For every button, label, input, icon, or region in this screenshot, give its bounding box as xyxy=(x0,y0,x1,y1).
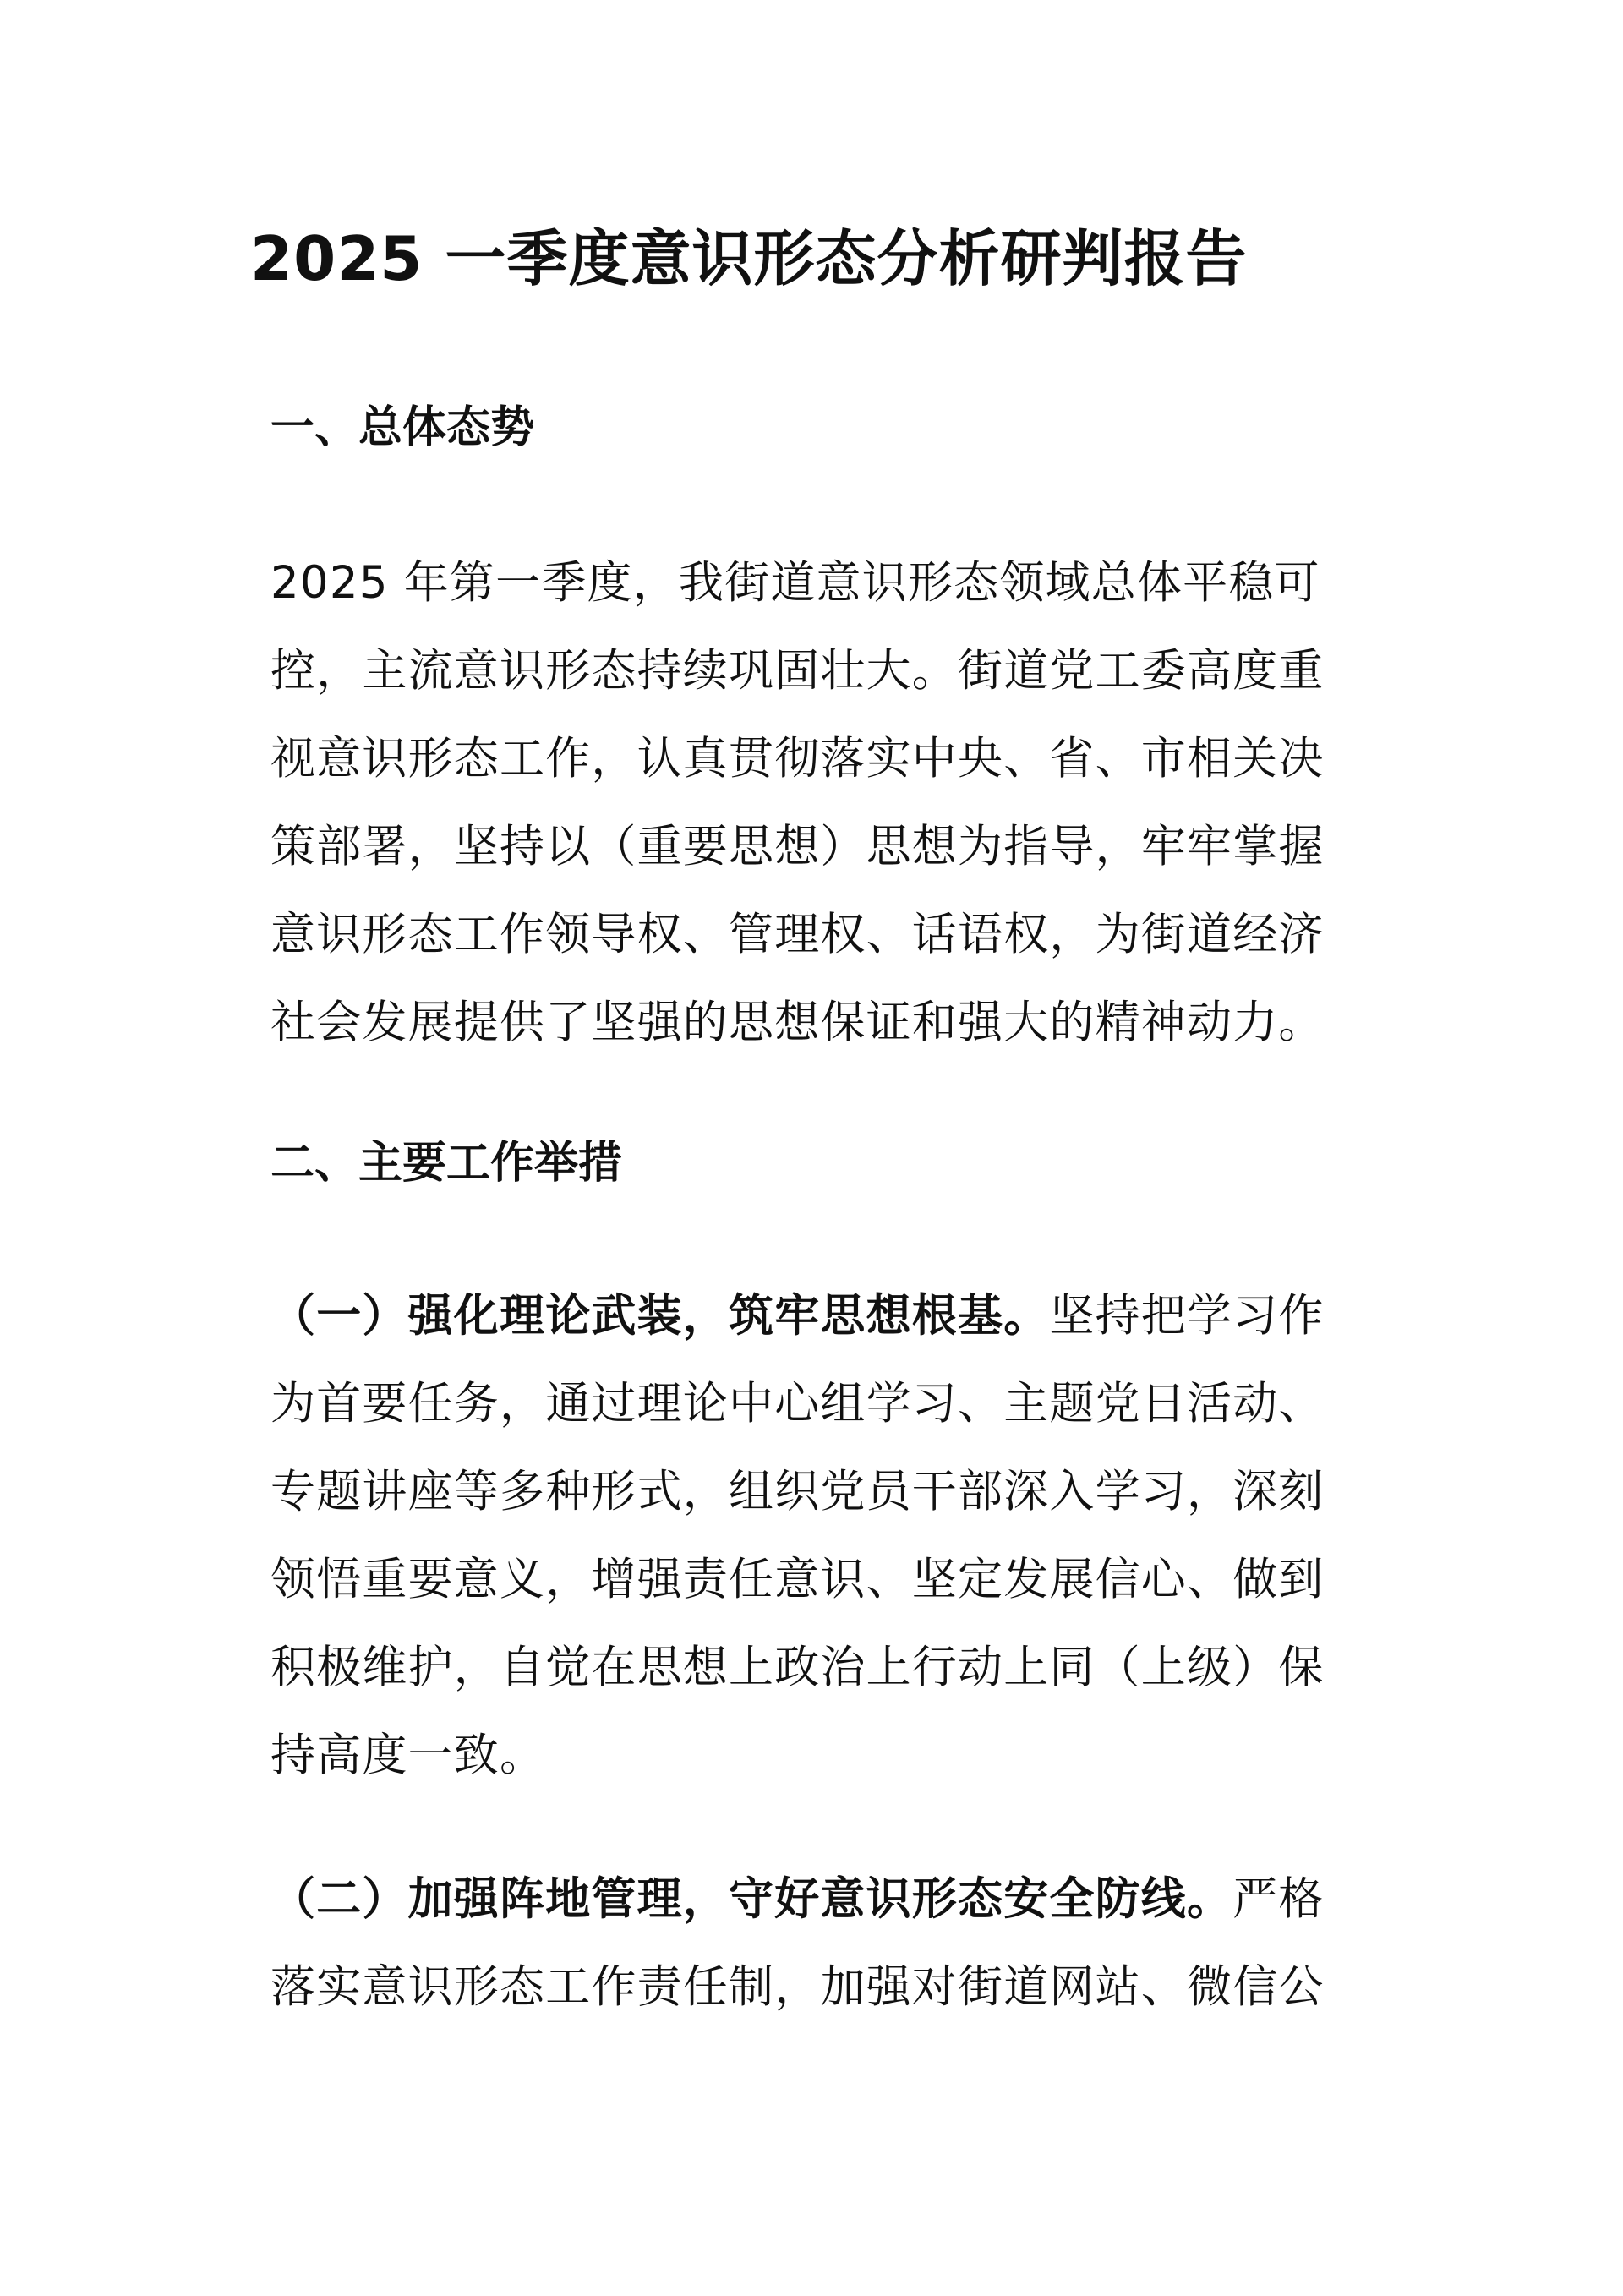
paragraph-line xyxy=(270,1856,1369,1943)
measure-text: 坚持把学习作 xyxy=(1049,1290,1325,1342)
section-heading-measures: 二、主要工作举措 xyxy=(270,1138,623,1189)
measure-lead: （二）加强阵地管理，守好意识形态安全防线。 xyxy=(270,1873,1233,1925)
paragraph-measure-1 xyxy=(270,1272,1369,1800)
measure-text: 严格 xyxy=(1232,1873,1325,1925)
paragraph-measure-2 xyxy=(270,1856,1369,2031)
paragraph-line: 控，主流意识形态持续巩固壮大。街道党工委高度重 xyxy=(270,645,1325,697)
paragraph-line: 领悟重要意义，增强责任意识、坚定发展信心、做到 xyxy=(270,1554,1325,1605)
paragraph-line: 积极维护，自觉在思想上政治上行动上同（上级）保 xyxy=(270,1642,1325,1693)
document-title: 2025 一季度意识形态分析研判报告 xyxy=(250,223,1248,294)
paragraph-line: 持高度一致。 xyxy=(270,1730,546,1781)
paragraph-line: 策部署，坚持以（重要思想）思想为指导，牢牢掌握 xyxy=(270,821,1325,872)
paragraph-line: 专题讲座等多种形式，组织党员干部深入学习，深刻 xyxy=(270,1466,1325,1517)
paragraph-line: 落实意识形态工作责任制，加强对街道网站、微信公 xyxy=(270,1961,1325,2013)
paragraph-line xyxy=(270,1272,1369,1360)
measure-lead: （一）强化理论武装，筑牢思想根基。 xyxy=(270,1290,1050,1342)
paragraph-line: 社会发展提供了坚强的思想保证和强大的精神动力。 xyxy=(270,997,1325,1048)
paragraph-line: 为首要任务，通过理论中心组学习、主题党日活动、 xyxy=(270,1378,1325,1430)
paragraph-line: 意识形态工作领导权、管理权、话语权，为街道经济 xyxy=(270,909,1325,960)
paragraph-overall xyxy=(270,539,1369,1067)
paragraph-line: 视意识形态工作，认真贯彻落实中央、省、市相关决 xyxy=(270,733,1325,784)
section-heading-overall: 一、总体态势 xyxy=(270,402,535,453)
paragraph-line: 2025 年第一季度，我街道意识形态领域总体平稳可 xyxy=(270,557,1320,609)
